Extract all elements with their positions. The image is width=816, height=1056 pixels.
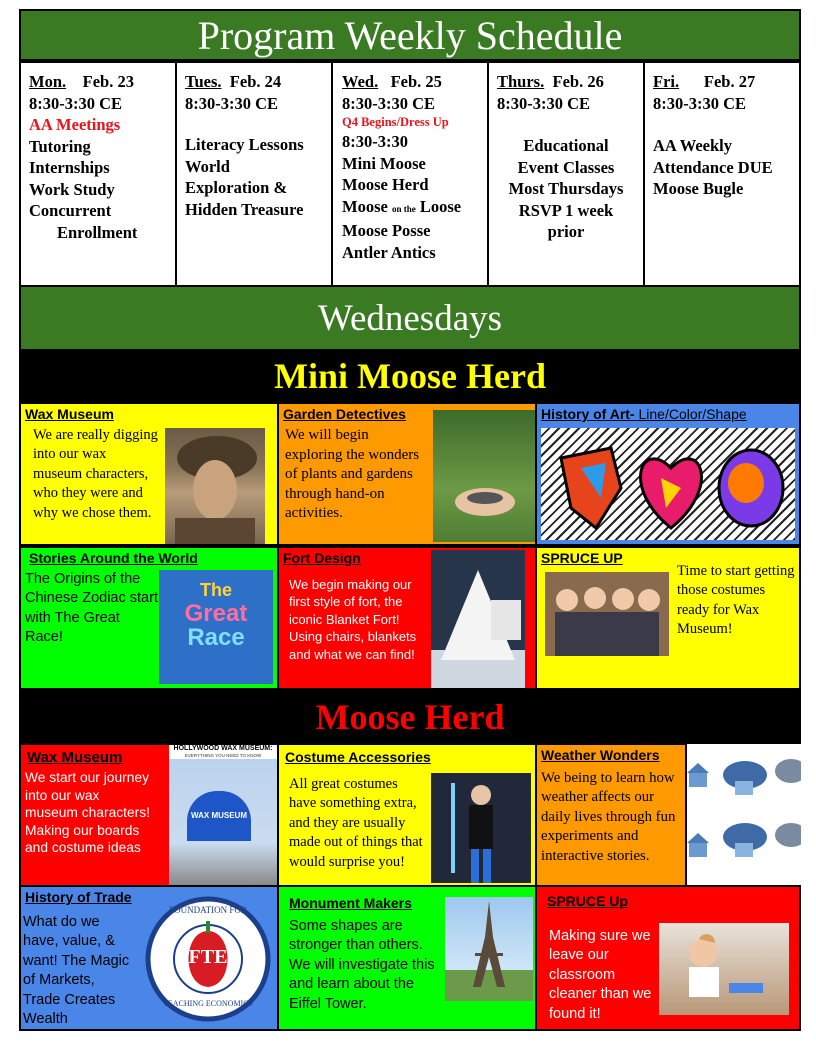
costumes-photo [545, 572, 669, 656]
herd-costume-card: Costume Accessories All great costumes have something extra, and they are usually made out of things that would surprise you! [277, 743, 537, 887]
fte-logo: FTE FOUNDATION FOR TEACHING ECONOMICS [143, 893, 273, 1025]
day-monday: Mon. Feb. 23 8:30-3:30 CE AA Meetings Tutoring Internships Work Study Concurrent Enrollment [19, 61, 177, 287]
mini-moose-title: Mini Moose Herd [274, 356, 546, 396]
eiffel-tower-photo [445, 897, 533, 1001]
day-thursday: Thurs. Feb. 26 8:30-3:30 CE Educational Event Classes Most Thursdays RSVP 1 week prior [487, 61, 645, 287]
day-tuesday: Tues. Feb. 24 8:30-3:30 CE Literacy Lessons World Exploration & Hidden Treasure [175, 61, 333, 287]
costume-photo [431, 773, 531, 883]
mini-stories-card: Stories Around the World The Origins of the Chinese Zodiac start with The Great Race! The Great Race [19, 546, 279, 690]
herd-weather-card: Weather Wonders We being to learn how weather affects our daily lives through fun experiments and interactive stories. [535, 743, 687, 887]
day-wednesday: Wed. Feb. 25 8:30-3:30 CE Q4 Begins/Dress Up 8:30-3:30 Mini Moose Moose Herd Moose on the Loose Moose Posse Antler Antics [331, 61, 489, 287]
title-banner [19, 9, 801, 61]
great-race-book: The Great Race [159, 570, 273, 684]
seeds-photo [433, 410, 535, 542]
art-illustration [541, 428, 795, 540]
herd-trade-card: History of Trade What do we have, value, & want! The Magic of Markets, Trade Creates Wealth FTE FOUNDATION FOR TEACHING ECONOMICS [19, 885, 279, 1031]
weather-icons [687, 745, 801, 885]
mini-art-card: History of Art- Line/Color/Shape [535, 402, 801, 546]
moose-herd-bar [19, 690, 801, 744]
mini-garden-card: Garden Detectives We will begin exploring the wonders of plants and gardens through hand-on activities. [277, 402, 537, 546]
blanket-fort-photo [431, 550, 525, 688]
portrait-photo [165, 428, 265, 544]
herd-monument-card: Monument Makers Some shapes are stronger than others. We will investigate this and learn about the Eiffel Tower. [277, 885, 537, 1031]
mini-spruce-card: SPRUCE UP Time to start getting those costumes ready for Wax Museum! [535, 546, 801, 690]
cleaning-child-photo [659, 923, 789, 1015]
herd-spruce-card: SPRUCE Up Making sure we leave our classroom cleaner than we found it! [535, 885, 801, 1031]
wednesdays-banner [19, 285, 801, 351]
mini-wax-museum-card: Wax Museum We are really digging into our wax museum characters, who they were and why we chose them. [19, 402, 279, 546]
day-friday: Fri. Feb. 27 8:30-3:30 CE AA Weekly Attendance DUE Moose Bugle [643, 61, 801, 287]
mini-fort-card: Fort Design We begin making our first style of fort, the iconic Blanket Fort! Using chairs, blankets and what we can find! [277, 546, 537, 690]
page-title: Program Weekly Schedule [197, 13, 623, 58]
herd-wax-museum-card: Wax Museum We start our journey into our wax museum characters! Making our boards and costume ideas HOLLYWOOD WAX MUSEUM: EVERYTHING YOU NEED TO KNOW WAX MUSEUM [19, 743, 279, 887]
wax-museum-photo: HOLLYWOOD WAX MUSEUM: EVERYTHING YOU NEED TO KNOW WAX MUSEUM [169, 745, 277, 885]
wednesdays-title: Wednesdays [317, 298, 503, 339]
mini-moose-bar [19, 349, 801, 403]
moose-herd-title: Moose Herd [315, 697, 505, 737]
